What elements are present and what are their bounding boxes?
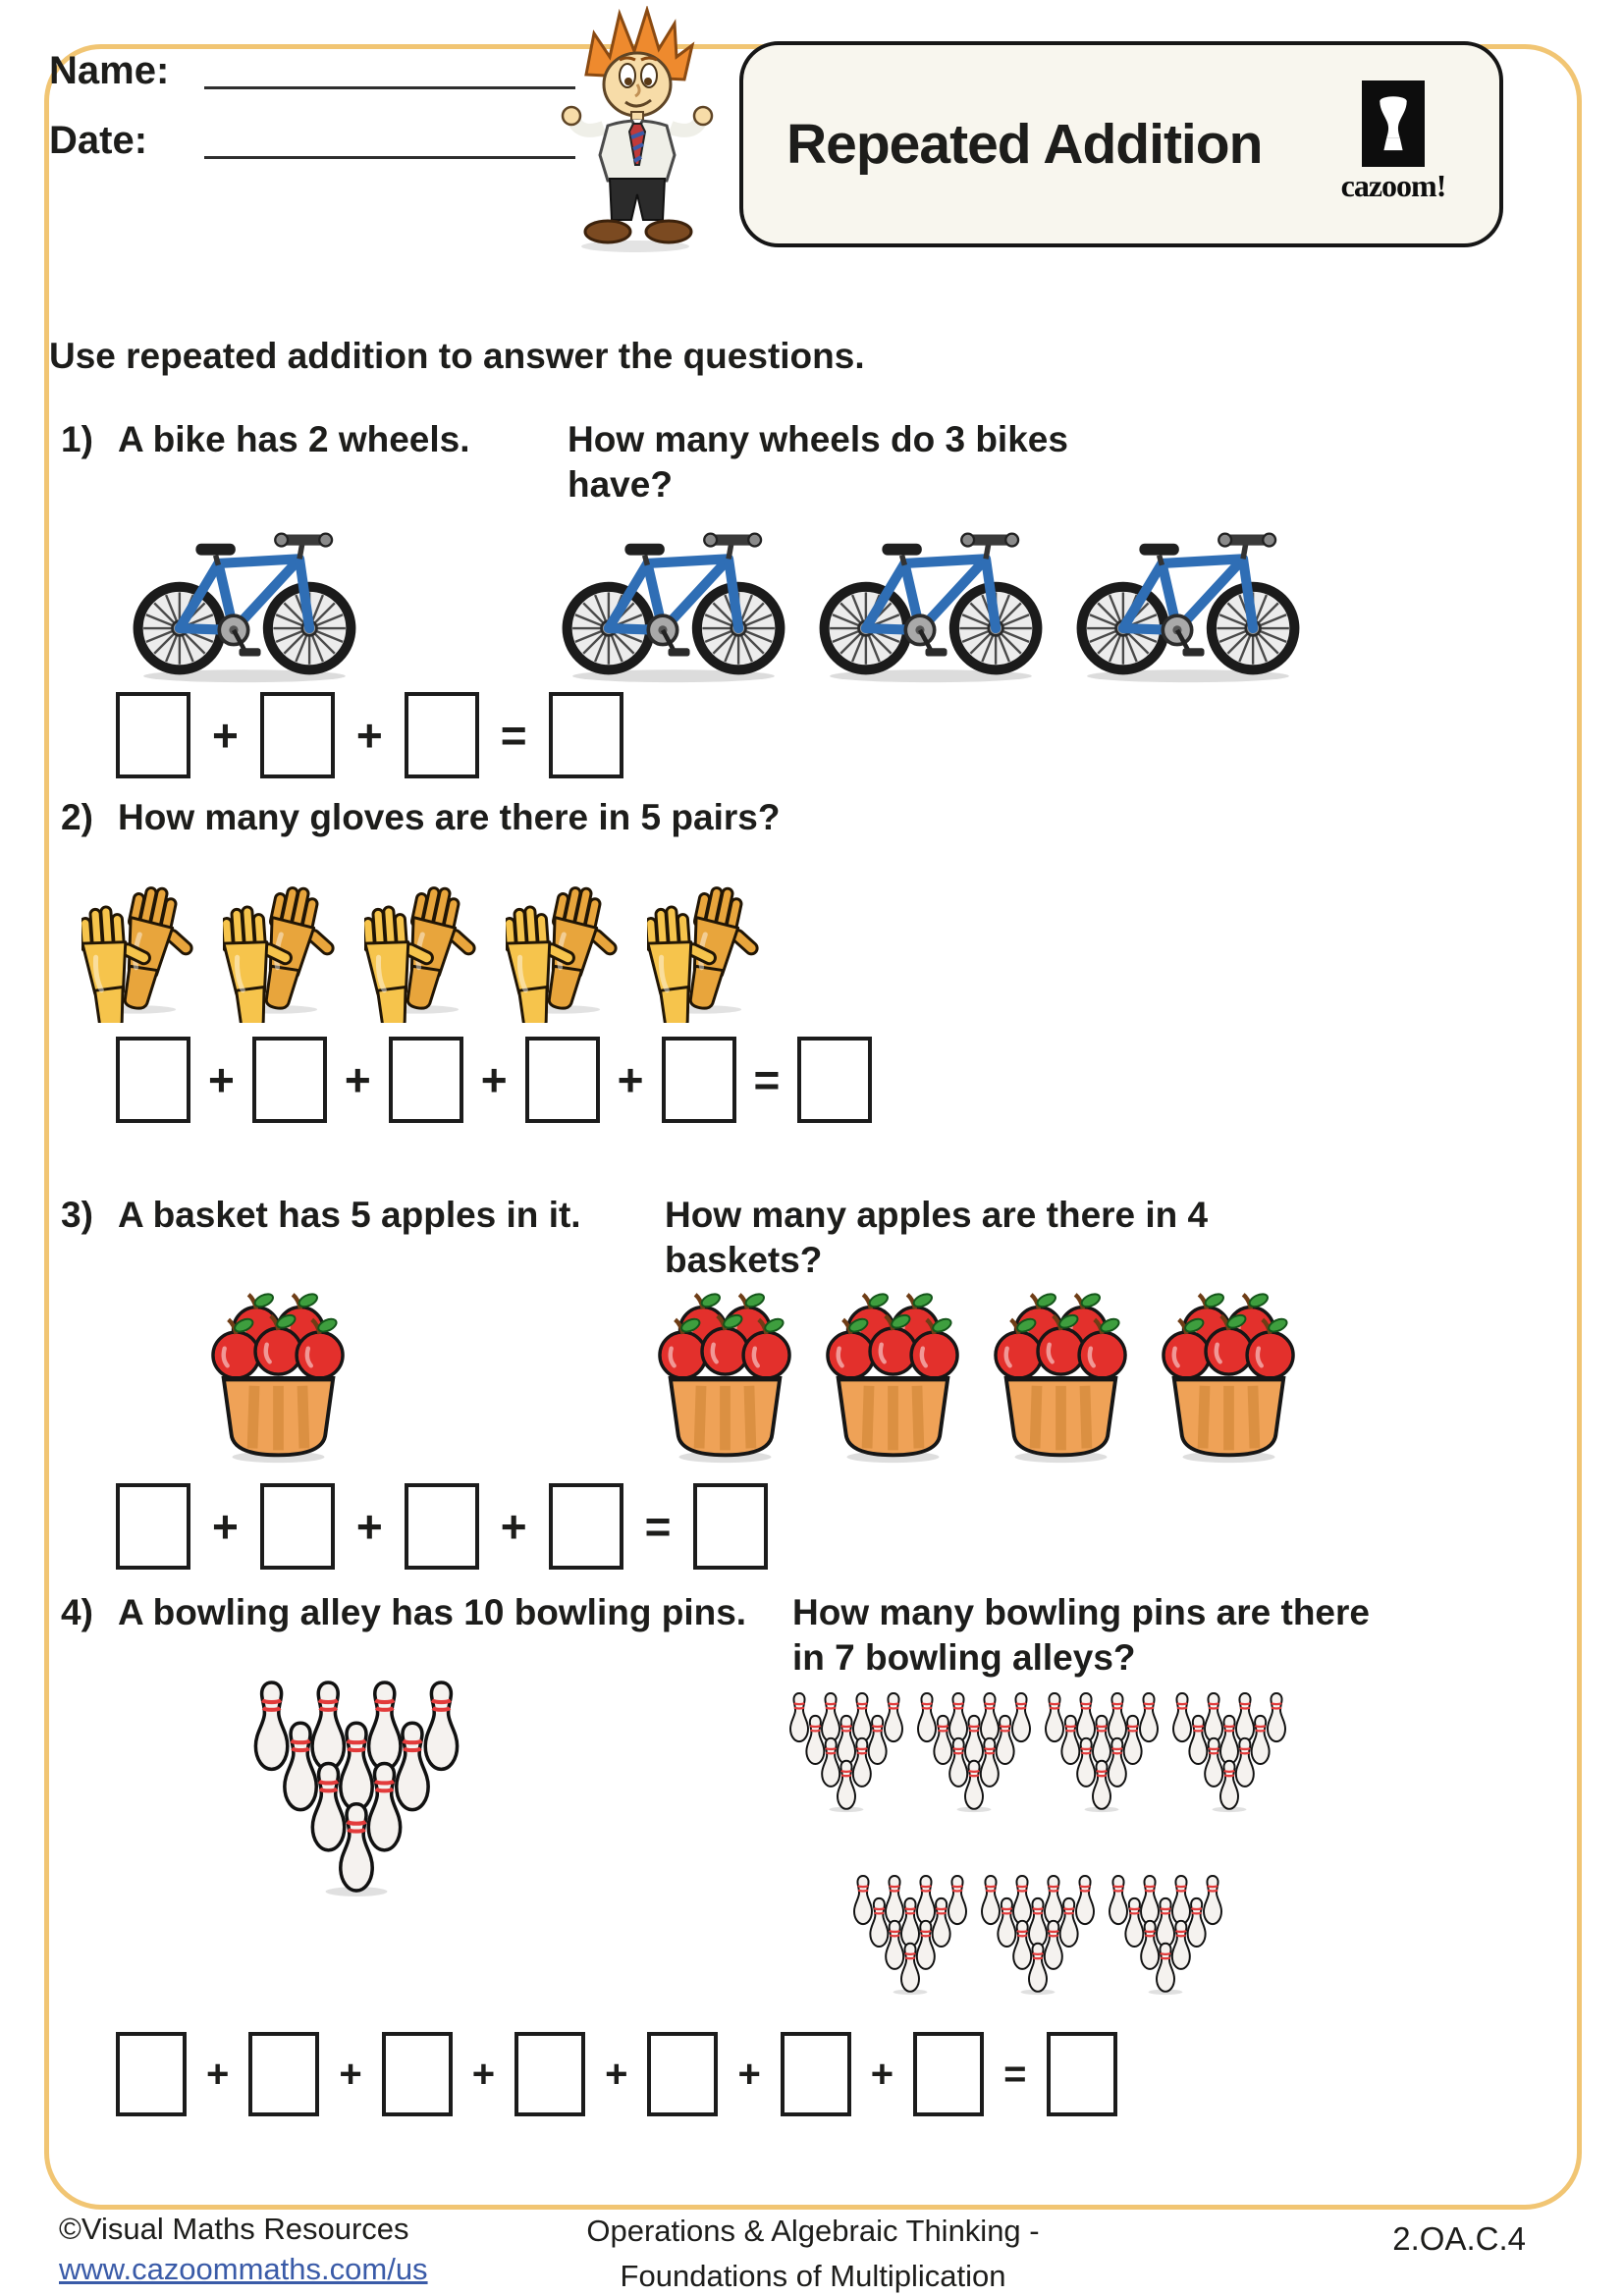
plus-sign: + (480, 1054, 508, 1105)
question-text-left: A bowling alley has 10 bowling pins. (118, 1592, 747, 1632)
question-3-prompt (49, 1193, 1585, 1283)
answer-box[interactable] (549, 1483, 623, 1570)
equals-sign: = (644, 1501, 672, 1552)
plus-sign: + (737, 2053, 761, 2096)
name-input-line[interactable] (204, 47, 575, 89)
apple-basket-icon (211, 1291, 346, 1466)
question-text-right: How many bowling pins are there in 7 bowling alleys? (792, 1592, 1370, 1678)
answer-box[interactable] (116, 692, 190, 778)
plus-sign: + (208, 1054, 235, 1105)
apple-basket-icon (826, 1291, 960, 1466)
question-3 (49, 1193, 1585, 1570)
question-2 (49, 795, 1585, 1123)
plus-sign: + (212, 710, 239, 761)
name-row (49, 47, 575, 93)
bowling-alley-icon (1043, 1669, 1161, 1836)
standard-code: 2.OA.C.4 (1392, 2220, 1526, 2257)
standard-title-line1: Operations & Algebraic Thinking - (586, 2214, 1040, 2248)
question-number: 3) (61, 1195, 93, 1235)
bowling-alley-icon (1170, 1669, 1288, 1836)
answer-box[interactable] (260, 1483, 335, 1570)
question-1-equation (116, 692, 1585, 778)
apple-basket-icon (658, 1291, 792, 1466)
answer-box[interactable] (116, 2032, 187, 2116)
question-number: 4) (61, 1592, 93, 1632)
cazoom-logo-text: cazoom! (1340, 168, 1446, 203)
plus-sign: + (355, 710, 383, 761)
answer-box[interactable] (693, 1483, 768, 1570)
date-label: Date: (49, 119, 148, 162)
answer-box[interactable] (797, 1037, 872, 1123)
apple-basket-icon (1162, 1291, 1296, 1466)
bike-icon (812, 507, 1050, 684)
plus-sign: + (344, 1054, 371, 1105)
question-1 (49, 417, 1585, 778)
bike-icon (555, 507, 792, 684)
question-1-prompt (49, 417, 1585, 507)
answer-box[interactable] (525, 1037, 600, 1123)
example-figure (211, 1291, 346, 1466)
plus-sign: + (870, 2053, 894, 2096)
answer-box[interactable] (647, 2032, 718, 2116)
cazoom-link[interactable]: www.cazoommaths.com/us (59, 2252, 428, 2286)
answer-box[interactable] (116, 1483, 190, 1570)
mascot-boy-icon (538, 6, 727, 253)
bowling-alley-icon (851, 1851, 969, 2018)
question-text-right: How many apples are there in 4 baskets? (665, 1195, 1209, 1280)
question-4-equation (116, 2032, 1585, 2116)
glove-pair-icon (647, 880, 763, 1023)
answer-box[interactable] (1047, 2032, 1117, 2116)
page-title: Repeated Addition (786, 113, 1263, 176)
cazoom-logo (1326, 80, 1460, 204)
bowling-alley-icon (250, 1669, 462, 1908)
answer-box[interactable] (514, 2032, 585, 2116)
footer-center (586, 2209, 1039, 2296)
example-figure (126, 507, 363, 684)
plus-sign: + (471, 2053, 496, 2096)
instructions-text: Use repeated addition to answer the questions. (49, 336, 865, 376)
glove-pair-icon (364, 880, 480, 1023)
question-2-figures (49, 880, 1585, 1023)
equals-sign: = (500, 710, 527, 761)
question-text-left: A basket has 5 apples in it. (118, 1195, 581, 1235)
name-date-block (49, 47, 575, 187)
plus-sign: + (339, 2053, 362, 2096)
question-4 (49, 1590, 1585, 2116)
apple-basket-icon (994, 1291, 1128, 1466)
answer-box[interactable] (662, 1037, 736, 1123)
glove-pair-icon (506, 880, 622, 1023)
answer-box[interactable] (913, 2032, 984, 2116)
answer-box[interactable] (549, 692, 623, 778)
answer-box[interactable] (405, 692, 479, 778)
group-figures (658, 1291, 1296, 1466)
question-3-equation (116, 1483, 1585, 1570)
question-number: 1) (61, 419, 93, 459)
answer-box[interactable] (248, 2032, 319, 2116)
name-label: Name: (49, 49, 170, 92)
title-box (739, 41, 1503, 247)
bike-icon (126, 507, 363, 684)
bowling-alley-icon (979, 1851, 1097, 2018)
footer-left (59, 2209, 428, 2289)
question-4-figures (49, 1669, 1585, 2018)
cazoom-drum-icon (1362, 80, 1425, 167)
question-text-left: How many gloves are there in 5 pairs? (118, 797, 781, 837)
group-figures (785, 1669, 1291, 2018)
question-text-right: How many wheels do 3 bikes have? (568, 419, 1068, 505)
plus-sign: + (617, 1054, 644, 1105)
plus-sign: + (605, 2053, 628, 2096)
answer-box[interactable] (781, 2032, 851, 2116)
question-2-equation (116, 1037, 1585, 1123)
bowling-alley-icon (1107, 1851, 1224, 2018)
plus-sign: + (500, 1501, 527, 1552)
footer (59, 2209, 1567, 2293)
plus-sign: + (212, 1501, 239, 1552)
answer-box[interactable] (389, 1037, 463, 1123)
glove-pair-icon (81, 880, 197, 1023)
example-figure (250, 1669, 462, 1908)
answer-box[interactable] (116, 1037, 190, 1123)
group-figures (81, 880, 763, 1023)
plus-sign: + (355, 1501, 383, 1552)
answer-box[interactable] (252, 1037, 327, 1123)
date-row (49, 117, 575, 163)
question-1-figures (49, 507, 1585, 684)
bowling-alley-icon (915, 1669, 1033, 1836)
equals-sign: = (753, 1054, 781, 1105)
plus-sign: + (206, 2053, 230, 2096)
question-text-left: A bike has 2 wheels. (118, 419, 470, 459)
group-figures (555, 507, 1307, 684)
equals-sign: = (1003, 2053, 1027, 2096)
question-2-prompt (49, 795, 1585, 840)
copyright-text: ©Visual Maths Resources (59, 2212, 409, 2246)
glove-pair-icon (223, 880, 339, 1023)
answer-box[interactable] (382, 2032, 453, 2116)
question-3-figures (49, 1291, 1585, 1466)
standard-title-line2: Foundations of Multiplication (620, 2259, 1006, 2293)
answer-box[interactable] (405, 1483, 479, 1570)
bowling-alley-icon (787, 1669, 905, 1836)
question-4-prompt (49, 1590, 1585, 1681)
question-number: 2) (61, 797, 93, 837)
date-input-line[interactable] (204, 117, 575, 159)
bike-icon (1069, 507, 1307, 684)
answer-box[interactable] (260, 692, 335, 778)
